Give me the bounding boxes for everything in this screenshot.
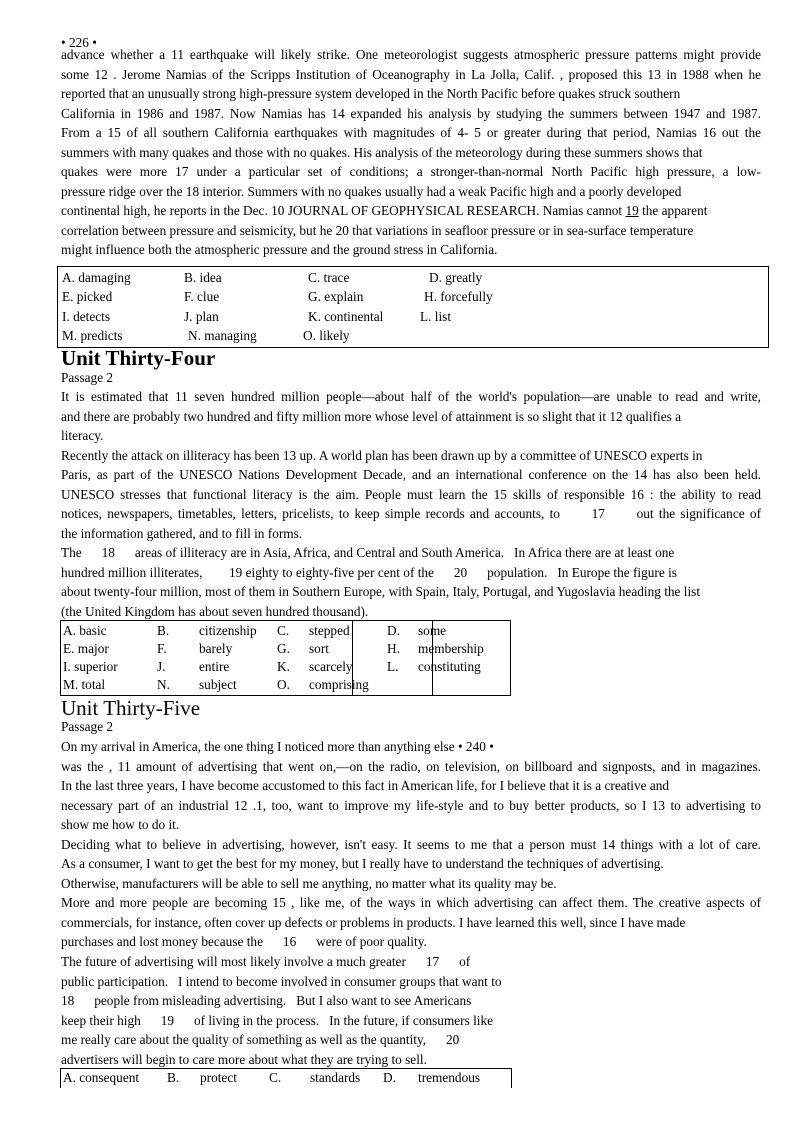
option-letter: N. [157, 677, 170, 692]
option-letter: G. [277, 641, 290, 656]
option: L. list [420, 309, 452, 324]
unit33-options-box [57, 266, 769, 348]
unit35-options-box [60, 1068, 512, 1088]
passage-line: show me how to do it. [61, 817, 180, 833]
option: I. detects [62, 309, 110, 324]
passage-line: The 18 areas of illiteracy are in Asia, Africa, and Central and South America. In Africa there are at least one [61, 545, 675, 561]
passage-line: quakes were more 17 under a particular set of conditions; a stronger-than-normal North Pacific high pressure, a low- [61, 164, 761, 180]
passage-line: The future of advertising will most likely involve a much greater 17 of [61, 954, 471, 970]
option: N. managing [188, 328, 257, 343]
option: D. greatly [429, 270, 483, 285]
passage-line: UNESCO stresses that functional literacy is the aim. People must learn the 15 skills of responsible 16 : the ability to read [61, 486, 761, 502]
option: standards [310, 1070, 361, 1085]
option: A. consequent [63, 1070, 140, 1085]
passage-line: the information gathered, and to fill in forms. [61, 525, 303, 541]
option: B. idea [184, 270, 222, 285]
unit33-passage [61, 45, 761, 260]
option-letter: B. [157, 623, 170, 638]
option: O. likely [303, 328, 350, 343]
option-letter: C. [277, 623, 290, 638]
passage-line: necessary part of an industrial 12 .1, too, want to improve my life-style and to buy better products, so I 13 to advertising to [61, 797, 761, 813]
passage-line: 18 people from misleading advertising. But I also want to see Americans [61, 993, 472, 1009]
unit35-title: Unit Thirty-Five [61, 696, 201, 720]
passage-line: On my arrival in America, the one thing I noticed more than anything else • 240 • [61, 739, 494, 754]
passage-line: purchases and lost money because the 16 were of poor quality. [61, 934, 427, 950]
option: H. forcefully [424, 289, 493, 304]
option-letter: D. [387, 623, 400, 638]
option: E. picked [62, 289, 113, 304]
passage-line: me really care about the quality of something as well as the quantity, 20 [61, 1032, 460, 1048]
passage-line: Recently the attack on illiteracy has been 13 up. A world plan has been drawn up by a committee of UNESCO experts in [61, 447, 703, 463]
option: M. predicts [62, 328, 123, 343]
passage-line: Paris, as part of the UNESCO Nations Development Decade, and an international conference on the 14 has also been held. [61, 467, 761, 483]
option: tremendous [418, 1070, 481, 1085]
option: M. total [63, 677, 106, 692]
passage-line: correlation between pressure and seismicity, but he 20 that variations in seafloor pressure or in sea-surface temperature [61, 222, 694, 238]
passage-line: (the United Kingdom has about seven hundred thousand). [61, 604, 369, 620]
option-letter: D. [383, 1070, 396, 1085]
passage-line: In the last three years, I have become accustomed to this fact in American life, for I believe that it is a creative and [61, 778, 670, 794]
passage-line: advance whether a 11 earthquake will likely strike. One meteorologist suggests atmospheric pressure patterns might provide [61, 47, 761, 62]
unit35-passage [61, 737, 761, 1069]
passage-line: commercials, for instance, often cover up defects or problems in products. I have learned this well, since I have made [61, 914, 686, 930]
option: E. major [63, 641, 109, 656]
passage-line: literacy. [61, 428, 104, 444]
option: A. damaging [62, 270, 131, 285]
option-letter: H. [387, 641, 400, 656]
option-letter: J. [157, 659, 166, 674]
option: subject [199, 677, 237, 692]
passage-line: Otherwise, manufacturers will be able to sell me anything, no matter what its quality may be. [61, 875, 557, 891]
page-header: • 226 • [61, 35, 97, 50]
option: J. plan [184, 309, 219, 324]
passage-line: From a 15 of all southern California earthquakes with magnitudes of 4- 5 or greater during that period, Namias 16 out the [61, 125, 761, 141]
passage-line: As a consumer, I want to get the best for my money, but I really have to understand the techniques of advertising. [61, 856, 664, 872]
option: G. explain [308, 289, 364, 304]
option: sort [309, 641, 329, 656]
option: F. clue [184, 289, 220, 304]
passage-line: public participation. I intend to become involved in consumer groups that want to [61, 973, 502, 989]
passage-line: and there are probably two hundred and fifty million more whose level of attainment is so slight that it 12 qualifies a [61, 408, 681, 424]
blank-number: 19 [625, 203, 639, 219]
passage-line: was the , 11 amount of advertising that went on,—on the radio, on television, on billboard and signposts, and in magazines. [61, 758, 761, 774]
option-letter: C. [269, 1070, 282, 1085]
passage-line: summers with many quakes and those with no quakes. His analysis of the meteorology during these summers shows that [61, 144, 703, 160]
passage-line: California in 1986 and 1987. Now Namias has 14 expanded his analysis by studying the summers between 1947 and 1987. [61, 105, 761, 121]
passage-line: advertisers will begin to care more about what they are trying to sell. [61, 1051, 427, 1067]
option: K. continental [308, 309, 384, 324]
option: C. trace [308, 270, 350, 285]
unit34-passage [61, 387, 761, 622]
option: protect [200, 1070, 237, 1085]
option: A. basic [63, 623, 107, 638]
passage-text: continental high, he reports in the Dec. 10 JOURNAL OF GEOPHYSICAL RESEARCH. Namias cannot [61, 203, 623, 219]
option-letter: L. [387, 659, 399, 674]
passage-line: pressure ridge over the 18 interior. Summers with no quakes usually had a weak Pacific high and a poorly developed [61, 183, 682, 199]
option: some [418, 623, 447, 638]
passage-line [61, 201, 761, 221]
passage-line: hundred million illiterates, 19 eighty to eighty-five per cent of the 20 population. In Europe the figure is [61, 564, 677, 580]
passage-text: the apparent [642, 203, 708, 219]
passage-line: might influence both the atmospheric pressure and the ground stress in California. [61, 242, 498, 258]
option: comprising [309, 677, 369, 692]
option-letter: B. [167, 1070, 180, 1085]
option: stepped [309, 623, 350, 638]
passage-line: Deciding what to believe in advertising, however, isn't easy. It seems to me that a person must 14 things with a lot of care. [61, 836, 761, 852]
option-letter: K. [277, 659, 290, 674]
option-letter: F. [157, 641, 167, 656]
option-letter: O. [277, 677, 290, 692]
option: constituting [418, 659, 481, 674]
passage-line: keep their high 19 of living in the process. In the future, if consumers like [61, 1012, 494, 1028]
passage-line: about twenty-four million, most of them in Southern Europe, with Spain, Italy, Portugal, and Yugoslavia heading the list [61, 584, 701, 600]
unit34-options-table [60, 620, 511, 696]
passage-line: some 12 . Jerome Namias of the Scripps Institution of Oceanography in La Jolla, Calif. , proposed this 13 in 1988 when he [61, 66, 761, 82]
passage-line: reported that an unusually strong high-pressure system developed in the North Pacific before quakes struck southern [61, 86, 681, 102]
passage-line: It is estimated that 11 seven hundred million people—about half of the world's population—are unable to read and write, [61, 389, 761, 404]
option: barely [199, 641, 233, 656]
unit34-passage-label: Passage 2 [61, 370, 114, 385]
option: entire [199, 659, 230, 674]
unit35-passage-label: Passage 2 [61, 719, 114, 734]
passage-line: notices, newspapers, timetables, letters, pricelists, to keep simple records and accounts, to 17 out the significance of [61, 506, 761, 522]
passage-line: More and more people are becoming 15 , like me, of the ways in which advertising can affect them. The creative aspects of [61, 895, 761, 911]
option: citizenship [199, 623, 257, 638]
unit34-title: Unit Thirty-Four [61, 346, 216, 370]
option: I. superior [63, 659, 118, 674]
option: membership [418, 641, 484, 656]
option: scarcely [309, 659, 353, 674]
